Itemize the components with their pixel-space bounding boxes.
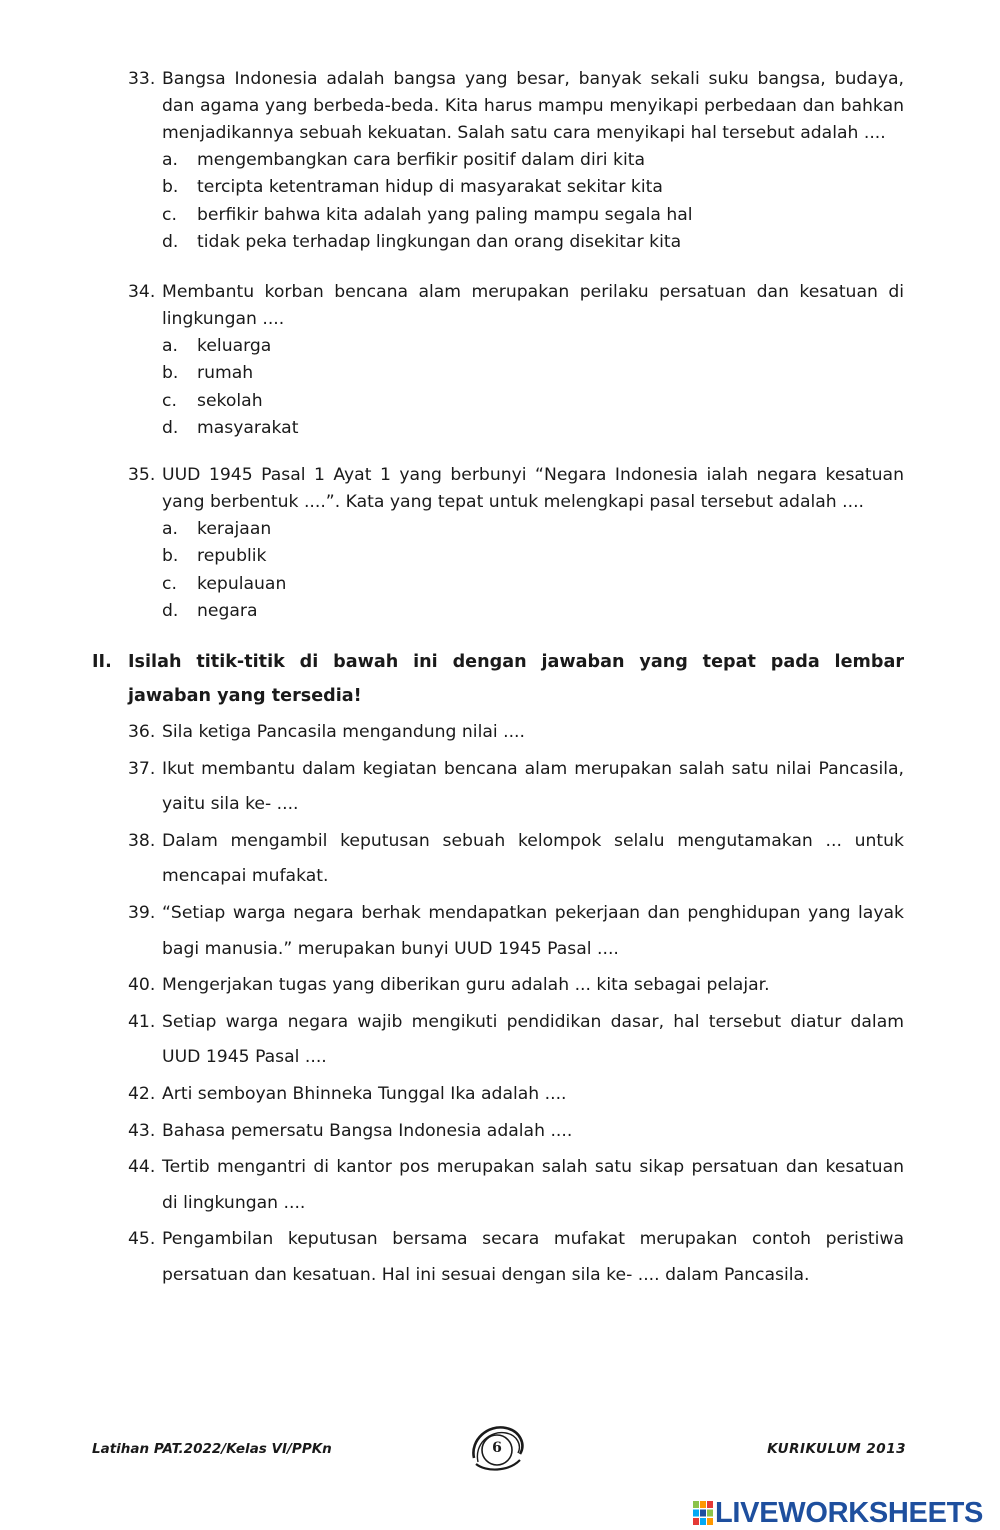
footer-left-text: Latihan PAT.2022/Kelas VI/PPKn [92,1441,332,1457]
footer-right-text: KURIKULUM 2013 [767,1441,906,1457]
section-title: Isilah titik-titik di bawah ini dengan jawaban yang tepat pada lembar jawaban yang tersedia! [128,652,904,706]
fill-item-44: 44. Tertib mengantri di kantor pos merupakan salah satu sikap persatuan dan kesatuan di lingkungan .... [128,1157,904,1213]
question-text: Membantu korban bencana alam merupakan perilaku persatuan dan kesatuan di lingkungan .... [162,282,904,329]
option-b[interactable]: b. republik [162,546,267,567]
option-d[interactable]: d. tidak peka terhadap lingkungan dan orang disekitar kita [162,231,682,252]
fill-item-45: 45. Pengambilan keputusan bersama secara mufakat merupakan contoh peristiwa persatuan dan kesatuan. Hal ini sesuai dengan sila ke- .... dalam Pancasila. [128,1229,904,1285]
fill-in-list [128,715,904,1295]
fill-item-39: 39. “Setiap warga negara berhak mendapatkan pekerjaan dan penghidupan yang layak bagi manusia.” merupakan bunyi UUD 1945 Pasal .... [128,902,904,959]
fill-item-38: 38. Dalam mengambil keputusan sebuah kelompok selalu mengutamakan ... untuk mencapai mufakat. [128,830,904,887]
question-number: 34. [128,282,156,302]
section-number: II. [92,652,112,672]
option-a[interactable]: a. keluarga [162,336,272,356]
option-a[interactable]: a. kerajaan [162,519,272,539]
fill-item-40: 40. Mengerjakan tugas yang diberikan guru adalah ... kita sebagai pelajar. [128,975,770,996]
fill-item-43: 43. Bahasa pemersatu Bangsa Indonesia adalah .... [128,1120,573,1141]
liveworksheets-text: LIVEWORKSHEETS [715,1497,984,1529]
option-b[interactable]: b. tercipta ketentraman hidup di masyarakat sekitar kita [162,177,663,198]
fill-item-36: 36. Sila ketiga Pancasila mengandung nilai .... [128,722,525,742]
question-number: 33. [128,69,156,89]
option-a[interactable]: a. mengembangkan cara berfikir positif dalam diri kita [162,150,646,170]
option-c[interactable]: c. kepulauan [162,573,287,594]
section-heading [92,645,904,713]
question-35 [128,462,904,625]
fill-item-41: 41. Setiap warga negara wajib mengikuti pendidikan dasar, hal tersebut diatur dalam UUD 1945 Pasal .... [128,1011,904,1068]
option-d[interactable]: d. masyarakat [162,417,299,438]
liveworksheets-logo-icon [693,1501,713,1525]
page-number-badge [466,1418,528,1474]
option-c[interactable]: c. berfikir bahwa kita adalah yang paling mampu segala hal [162,204,693,225]
fill-item-42: 42. Arti semboyan Bhinneka Tunggal Ika adalah .... [128,1083,567,1104]
question-text: UUD 1945 Pasal 1 Ayat 1 yang berbunyi “Negara Indonesia ialah negara kesatuan yang berbentuk ....”. Kata yang tepat untuk melengkapi pasal tersebut adalah .... [162,465,904,512]
option-b[interactable]: b. rumah [162,363,254,384]
question-34 [128,279,904,442]
page-number: 6 [492,1440,502,1456]
question-number: 35. [128,465,156,485]
option-c[interactable]: c. sekolah [162,390,263,411]
fill-item-37: 37. Ikut membantu dalam kegiatan bencana alam merupakan salah satu nilai Pancasila, yaitu sila ke- .... [128,758,904,815]
option-d[interactable]: d. negara [162,600,258,621]
question-33 [128,66,904,256]
question-text: Bangsa Indonesia adalah bangsa yang besar, banyak sekali suku bangsa, budaya, dan agama yang berbeda-beda. Kita harus mampu menyikapi perbedaan dan bahkan menjadikannya sebuah kekuatan. Salah satu cara menyikapi hal tersebut adalah .... [162,69,904,143]
